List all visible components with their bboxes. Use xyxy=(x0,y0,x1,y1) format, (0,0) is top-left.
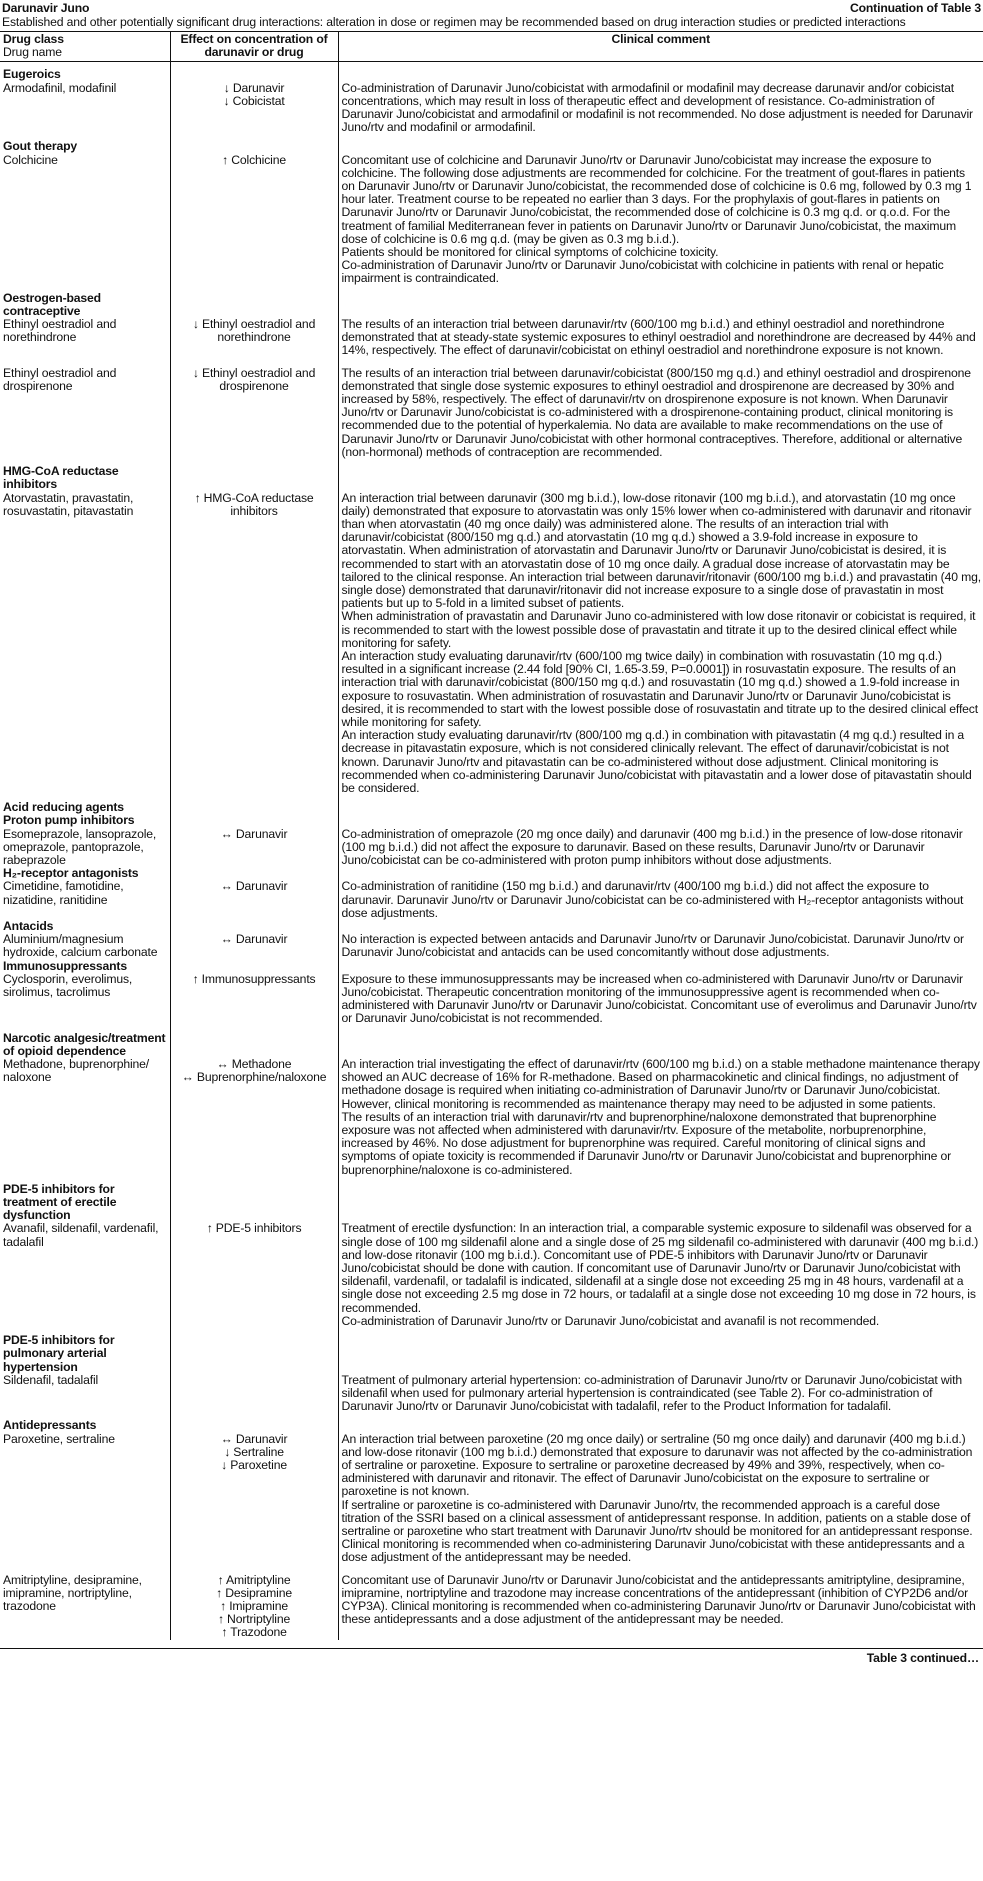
effect-cell xyxy=(170,814,338,827)
drug-name: Avanafil, sildenafil, vardenafil, tadalafil xyxy=(3,1221,159,1249)
comment-paragraph: Treatment of erectile dysfunction: In an interaction trial, a comparable systemic exposure to sildenafil was observed for a single dose of 100 mg sildenafil alone and a single dose of 25 mg sildenafil co-administered with darunavir (400 mg b.i.d.) and low-dose ritonavir (100 mg b.i.d.). Concomitant use of PDE-5 inhibitors with Darunavir Juno/rtv or Darunavir Juno/cobicistat should be done with caution. If concomitant use of Darunavir Juno/rtv or Darunavir Juno/cobicistat with sildenafil, vardenafil, or tadalafil is indicated, sildenafil at a single dose not exceeding 25 mg in 48 hours, vardenafil at a single dose not exceeding 2.5 mg dose in 72 hours, or tadalafil at a single dose not exceeding 10 mg dose in 72 hours, is recommended. xyxy=(341,1221,979,1315)
comment-paragraph: An interaction study evaluating darunavir/rtv (800/100 mg q.d.) in combination with pitavastatin (4 mg q.d.) resulted in a decrease in pitavastatin exposure, which is not considered clinically relevant. The effect of darunavir/cobicistat is not known. Darunavir Juno/rtv and pitavastatin can be co-administered without dose adjustment. Clinical monitoring is recommended when co-administering Darunavir Juno/cobicistat with pitavastatin and a lower dose of pitavastatin should be considered. xyxy=(341,728,972,795)
effect-item: ↑ Immunosuppressants xyxy=(192,971,316,986)
comment-paragraph: No interaction is expected between antacids and Darunavir Juno/rtv or Darunavir Juno/cobicistat. Darunavir Juno/rtv or Darunavir Juno/cobicistat and antacids can be used concomitantly without dose adjustments. xyxy=(341,932,964,960)
effect-cell xyxy=(170,318,338,358)
col-effect-header: Effect on concentration of darunavir or drug xyxy=(170,32,338,62)
col-drug-name-label: Drug name xyxy=(3,45,62,60)
effect-item: ↓ Sertraline xyxy=(224,1444,284,1459)
class-row xyxy=(0,286,983,318)
comment-paragraph: Co-administration of Darunavir Juno/cobicistat with armodafinil or modafinil may decrease darunavir and/or cobicistat concentrations, which may result in loss of therapeutic effect and development of resistance. Co-administration of Darunavir Juno/cobicistat and armodafinil or modafinil is not recommended. No dose adjustment is needed for Darunavir Juno/rtv and modafinil or armodafinil. xyxy=(341,80,973,135)
col-drug-class-label: Drug class xyxy=(3,32,64,46)
effect-cell xyxy=(170,973,338,1026)
effect-item: ↔ Methadone xyxy=(216,1057,292,1072)
drug-class: PDE-5 inhibitors for pulmonary arterial hypertension xyxy=(3,1333,115,1374)
comment-cell xyxy=(338,1374,983,1414)
comment-paragraph: An interaction trial between darunavir (300 mg b.i.d.), low-dose ritonavir (100 mg b.i.d.), and atorvastatin (10 mg once daily) demonstrated that exposure to atorvastatin was only 15% lower when co-administered with darunavir and ritonavir than when atorvastatin (40 mg once daily) was administered alone. The results of an interaction trial with darunavir/cobicistat (800/150 mg q.d.) and atorvastatin (10 mg q.d.) showed a 3.9-fold increase in exposure to atorvastatin. When administration of atorvastatin and Darunavir Juno/rtv or Darunavir Juno/cobicistat is desired, it is recommended to start with an atorvastatin dose of 10 mg once daily. A gradual dose increase of atorvastatin may be tailored to the clinical response. An interaction trial between darunavir/ritonavir (600/100 mg b.i.d.) and pravastatin (40 mg, single dose) demonstrated that darunavir/ritonavir did not increase exposure to a single dose of pravastatin in most patients but up to 5-fold in a limited subset of patients. xyxy=(341,490,981,611)
comment-paragraph: Concomitant use of Darunavir Juno/rtv or Darunavir Juno/cobicistat and the antidepressants amitriptyline, desipramine, imipramine, nortriptyline and trazodone may increase concentrations of the antidepressant (inhibition of CYP2D6 and/or CYP3A). Clinical monitoring is recommended when co-administering Darunavir Juno/rtv or Darunavir Juno/cobicistat with these antidepressants and a dose adjustment of the antidepressant may be needed. xyxy=(341,1572,976,1627)
comment-paragraph: An interaction trial between paroxetine (20 mg once daily) or sertraline (50 mg once daily) and darunavir (400 mg b.i.d.) and low-dose ritonavir (100 mg b.i.d.) demonstrated that exposure to darunavir was not affected by the co-administration of sertraline or paroxetine. Exposure to sertraline or paroxetine decreased by 49% and 39%, respectively, when co-administered with darunavir and ritonavir. The effect of Darunavir Juno/cobicistat on the exposure to sertraline or paroxetine is not known. xyxy=(341,1431,973,1499)
effect-cell xyxy=(170,880,338,920)
comment-paragraph: An interaction trial investigating the effect of darunavir/rtv (600/100 mg b.i.d.) on a stable methadone maintenance therapy showed an AUC decrease of 16% for R-methadone. Based on pharmacokinetic and clinical findings, no adjustment of methadone dosage is required when initiating co-administration of Darunavir Juno/rtv or Darunavir Juno/cobicistat. However, clinical monitoring is recommended as maintenance therapy may need to be adjusted in some patients. xyxy=(341,1057,980,1111)
comment-paragraph: Co-administration of Darunavir Juno/rtv or Darunavir Juno/cobicistat and avanafil is not recommended. xyxy=(341,1313,880,1328)
effect-cell xyxy=(170,1374,338,1414)
comment-paragraph: Concomitant use of colchicine and Darunavir Juno/rtv or Darunavir Juno/cobicistat may increase the exposure to colchicine. The following dose adjustments are recommended for colchicine. For the treatment of gout-flares in patients on Darunavir Juno/rtv or Darunavir Juno/cobicistat, the recommended dose of colchicine is 0.6 mg, followed by 0.3 mg 1 hour later. Treatment course to be repeated no earlier than 3 days. For the prophylaxis of gout-flares in patients on Darunavir Juno/rtv or Darunavir Juno/cobicistat, the recommended dose of colchicine is 0.3 mg q.d. or q.o.d. For the treatment of familial Mediterranean fever in patients on Darunavir Juno/rtv or Darunavir Juno/cobicistat, the maximum dose of colchicine is 0.6 mg q.d. (may be given as 0.3 mg b.i.d.). xyxy=(341,152,972,246)
effect-item: ↔ Darunavir xyxy=(220,826,288,841)
drug-class: Immunosuppressants xyxy=(3,958,127,973)
effect-cell xyxy=(170,1574,338,1640)
effect-item: ↓ Ethinyl oestradiol and norethindrone xyxy=(192,317,316,345)
comment-cell xyxy=(338,960,983,973)
effect-item: ↑ PDE-5 inhibitors xyxy=(206,1221,302,1236)
effect-cell xyxy=(170,492,338,796)
drug-class: Oestrogen-based contraceptive xyxy=(3,290,101,318)
class-row xyxy=(0,134,983,153)
comment-cell xyxy=(338,1058,983,1177)
drug-class: PDE-5 inhibitors for treatment of erectile dysfunction xyxy=(3,1181,117,1223)
drug-name: Cimetidine, famotidine, nizatidine, ranitidine xyxy=(3,879,124,907)
table-row xyxy=(0,933,983,959)
comment-paragraph: The results of an interaction trial with darunavir/rtv and buprenorphine/naloxone demonstrated that buprenorphine exposure was not affected when administered with darunavir/rtv. Exposure of the metabolite, norbuprenorphine, increased by 46%. No dose adjustment for buprenorphine was required. Careful monitoring of clinical signs and symptoms of opiate toxicity is recommended if Darunavir Juno/rtv or Darunavir Juno/cobicistat and buprenorphine or buprenorphine/naloxone is co-administered. xyxy=(341,1109,951,1177)
drug-class: Antidepressants xyxy=(3,1418,97,1433)
col-comment-header: Clinical comment xyxy=(338,32,983,62)
comment-paragraph: Co-administration of omeprazole (20 mg once daily) and darunavir (400 mg b.i.d.) in the presence of low-dose ritonavir (100 mg b.i.d.) did not affect the exposure to darunavir. Based on these results, Darunavir Juno/rtv or Darunavir Juno/cobicistat can be co-administered with proton pump inhibitors without dose adjustments. xyxy=(341,826,963,867)
drug-name: Paroxetine, sertraline xyxy=(3,1431,115,1446)
effect-item: ↑ Nortriptyline xyxy=(217,1612,291,1627)
effect-cell xyxy=(170,82,338,135)
comment-cell xyxy=(338,492,983,796)
drug-name: Colchicine xyxy=(3,152,58,167)
class-row xyxy=(0,1328,983,1374)
drug-class: Proton pump inhibitors xyxy=(3,813,135,828)
comment-cell xyxy=(338,1177,983,1223)
effect-item: ↓ Ethinyl oestradiol and drospirenone xyxy=(192,365,316,393)
comment-paragraph: An interaction study evaluating darunavir/rtv (600/100 mg twice daily) in combination with rosuvastatin (10 mg q.d.) resulted in a significant increase (2.44 fold [90% CI, 1.65-3.59, P=0.0001]) in rosuvastatin exposure. The results of an interaction trial with darunavir/cobicistat (800/150 mg q.d.) and rosuvastatin (10 mg q.d.) showed a 1.9-fold increase in exposure to rosuvastatin. When administration of rosuvastatin and Darunavir Juno/rtv or Darunavir Juno/cobicistat is desired, it is recommended to start with the lowest possible dose of rosuvastatin and titrate up to the desired clinical effect while monitoring for safety. xyxy=(341,648,978,729)
table-continued-footer: Table 3 continued… xyxy=(0,1648,983,1665)
table-row xyxy=(0,828,983,868)
effect-item: ↑ Desipramine xyxy=(216,1585,292,1600)
class-row xyxy=(0,62,983,82)
table-body xyxy=(0,62,983,1640)
comment-cell xyxy=(338,1328,983,1374)
drug-name: Ethinyl oestradiol and drospirenone xyxy=(3,365,117,393)
effect-cell xyxy=(170,154,338,286)
page-header xyxy=(0,2,983,16)
comment-cell xyxy=(338,62,983,82)
comment-cell xyxy=(338,134,983,153)
interaction-table xyxy=(0,31,983,1640)
drug-class: HMG-CoA reductase inhibitors xyxy=(3,464,119,492)
effect-cell xyxy=(170,367,338,459)
drug-class: Eugeroics xyxy=(3,67,61,82)
effect-cell xyxy=(170,1328,338,1374)
effect-item: ↓ Darunavir xyxy=(223,80,285,95)
comment-cell xyxy=(338,933,983,959)
drug-name: Amitriptyline, desipramine, imipramine, nortriptyline, trazodone xyxy=(3,1572,142,1613)
effect-cell xyxy=(170,828,338,868)
comment-cell xyxy=(338,795,983,814)
table-row xyxy=(0,1222,983,1328)
class-row xyxy=(0,960,983,973)
comment-cell xyxy=(338,154,983,286)
drug-title: Darunavir Juno xyxy=(2,1,90,15)
class-row xyxy=(0,814,983,827)
class-row xyxy=(0,1177,983,1223)
comment-cell xyxy=(338,367,983,459)
drug-class: Acid reducing agents xyxy=(3,800,124,815)
comment-cell xyxy=(338,82,983,135)
comment-cell xyxy=(338,1413,983,1432)
comment-cell xyxy=(338,318,983,358)
drug-name: Methadone, buprenorphine/ naloxone xyxy=(3,1057,149,1085)
effect-cell xyxy=(170,134,338,153)
effect-cell xyxy=(170,960,338,973)
table-row xyxy=(0,1058,983,1177)
effect-cell xyxy=(170,1222,338,1328)
comment-paragraph: Treatment of pulmonary arterial hypertension: co-administration of Darunavir Juno/rtv or Darunavir Juno/cobicistat with sildenafil when used for pulmonary arterial hypertension is contraindicated (see Table 2). For co-administration of Darunavir Juno/rtv or Darunavir Juno/cobicistat with tadalafil, refer to the Product Information for tadalafil. xyxy=(341,1372,962,1414)
effect-cell xyxy=(170,933,338,959)
col-drug-class-header xyxy=(0,32,170,62)
comment-cell xyxy=(338,1222,983,1328)
table-row xyxy=(0,492,983,796)
effect-item: ↔ Darunavir xyxy=(220,879,288,894)
comment-paragraph: If sertraline or paroxetine is co-administered with Darunavir Juno/rtv, the recommended approach is a careful dose titration of the SSRI based on a clinical assessment of antidepressant response. In addition, patients on a stable dose of sertraline or paroxetine who start treatment with Darunavir Juno/rtv should be monitored for an antidepressant response. Clinical monitoring is recommended when co-administering Darunavir Juno/cobicistat with these antidepressants and a dose adjustment of the antidepressant may be needed. xyxy=(341,1497,973,1565)
table-row xyxy=(0,1574,983,1640)
effect-cell xyxy=(170,1026,338,1058)
comment-paragraph: Patients should be monitored for clinical symptoms of colchicine toxicity. xyxy=(341,245,719,260)
table-row xyxy=(0,82,983,135)
comment-paragraph: Co-administration of ranitidine (150 mg b.i.d.) and darunavir/rtv (400/100 mg b.i.d.) did not affect the exposure to darunavir. Darunavir Juno/rtv or Darunavir Juno/cobicistat can be co-administered with H₂-receptor antagonists without dose adjustments. xyxy=(341,879,964,920)
class-row xyxy=(0,795,983,814)
table-row xyxy=(0,973,983,1026)
effect-item: ↓ Cobicistat xyxy=(223,93,285,108)
comment-cell xyxy=(338,1433,983,1565)
comment-paragraph: The results of an interaction trial between darunavir/rtv (600/100 mg b.i.d.) and ethinyl oestradiol and norethindrone demonstrated that at steady-state systemic exposures to ethinyl oestradiol and norethindrone are decreased by 44% and 14%, respectively. The effect of darunavir/cobicistat on ethinyl oestradiol and norethindrone exposure is not known. xyxy=(341,317,976,358)
effect-item: ↑ Colchicine xyxy=(222,152,286,167)
drug-name: Cyclosporin, everolimus, sirolimus, tacrolimus xyxy=(3,971,133,1000)
effect-item: ↓ Paroxetine xyxy=(221,1457,287,1472)
table-row xyxy=(0,880,983,920)
effect-cell xyxy=(170,795,338,814)
effect-cell xyxy=(170,62,338,82)
drug-name: Ethinyl oestradiol and norethindrone xyxy=(3,317,117,345)
effect-item: ↔ Buprenorphine/naloxone xyxy=(181,1070,327,1085)
comment-cell xyxy=(338,828,983,868)
effect-cell xyxy=(170,1177,338,1223)
effect-cell xyxy=(170,459,338,491)
table-subtitle: Established and other potentially significant drug interactions: alteration in dose or regimen may be recommended based on drug interaction studies or predicted interactions xyxy=(2,15,906,29)
class-row xyxy=(0,459,983,491)
effect-item: ↑ Trazodone xyxy=(221,1625,287,1640)
table-row xyxy=(0,1433,983,1565)
comment-paragraph: The results of an interaction trial between darunavir/cobicistat (800/150 mg q.d.) and ethinyl oestradiol and drospirenone demonstrated that single dose systemic exposures to ethinyl oestradiol and drospirenone are decreased by 30% and increased by 58%, respectively. The effect of darunavir/rtv on drospirenone exposure is not known. When Darunavir Juno/rtv or Darunavir Juno/cobicistat is co-administered with a drospirenone-containing product, clinical monitoring is recommended due to the potential of hyperkalemia. No data are available to make recommendations on the use of Darunavir Juno/rtv or Darunavir Juno/cobicistat with other hormonal contraceptives. Therefore, additional or alternative (non-hormonal) methods of contraception are recommended. xyxy=(341,365,971,459)
effect-cell xyxy=(170,1433,338,1565)
table-row xyxy=(0,318,983,358)
comment-cell xyxy=(338,286,983,318)
class-row xyxy=(0,1026,983,1058)
table-row xyxy=(0,367,983,459)
effect-cell xyxy=(170,1413,338,1432)
drug-class: Gout therapy xyxy=(3,139,78,154)
drug-name: Esomeprazole, lansoprazole, omeprazole, pantoprazole, rabeprazole xyxy=(3,826,157,867)
class-row xyxy=(0,1413,983,1432)
drug-class: H₂-receptor antagonists xyxy=(3,866,139,881)
effect-cell xyxy=(170,1058,338,1177)
effect-item: ↔ Darunavir xyxy=(220,1431,288,1446)
comment-cell xyxy=(338,880,983,920)
effect-item: ↔ Darunavir xyxy=(220,932,288,947)
drug-class: Narcotic analgesic/treatment of opioid dependence xyxy=(3,1030,166,1058)
comment-cell xyxy=(338,973,983,1026)
drug-class: Antacids xyxy=(3,919,54,933)
drug-name: Atorvastatin, pravastatin, rosuvastatin, pitavastatin xyxy=(3,490,134,518)
comment-cell xyxy=(338,1574,983,1640)
drug-name: Armodafinil, modafinil xyxy=(3,80,117,95)
comment-cell xyxy=(338,1026,983,1058)
effect-cell xyxy=(170,286,338,318)
comment-paragraph: Co-administration of Darunavir Juno/rtv or Darunavir Juno/cobicistat with colchicine in patients with renal or hepatic impairment is contraindicated. xyxy=(341,258,944,286)
drug-name: Aluminium/magnesium hydroxide, calcium carbonate xyxy=(3,932,158,960)
effect-item: ↑ Amitriptyline xyxy=(217,1572,291,1587)
comment-cell xyxy=(338,459,983,491)
continuation-label: Continuation of Table 3 xyxy=(849,1,981,15)
comment-cell xyxy=(338,814,983,827)
comment-paragraph: When administration of pravastatin and Darunavir Juno co-administered with low dose ritonavir or cobicistat is required, it is recommended to start with the lowest possible dose of pravastatin and titrate it up to the desired clinical effect while monitoring for safety. xyxy=(341,609,976,650)
table-row xyxy=(0,1374,983,1414)
effect-item: ↑ HMG-CoA reductase inhibitors xyxy=(194,490,314,518)
table-row xyxy=(0,154,983,286)
effect-item: ↑ Imipramine xyxy=(220,1598,288,1613)
comment-paragraph: Exposure to these immunosuppressants may be increased when co-administered with Darunavir Juno/rtv or Darunavir Juno/cobicistat. Therapeutic concentration monitoring of the immunosuppressive agent is recommended when co-administered with Darunavir Juno/rtv or Darunavir Juno/cobicistat. Concomitant use of everolimus and Darunavir Juno/rtv or Darunavir Juno/cobicistat is not recommended. xyxy=(341,971,977,1026)
drug-name: Sildenafil, tadalafil xyxy=(3,1372,99,1387)
